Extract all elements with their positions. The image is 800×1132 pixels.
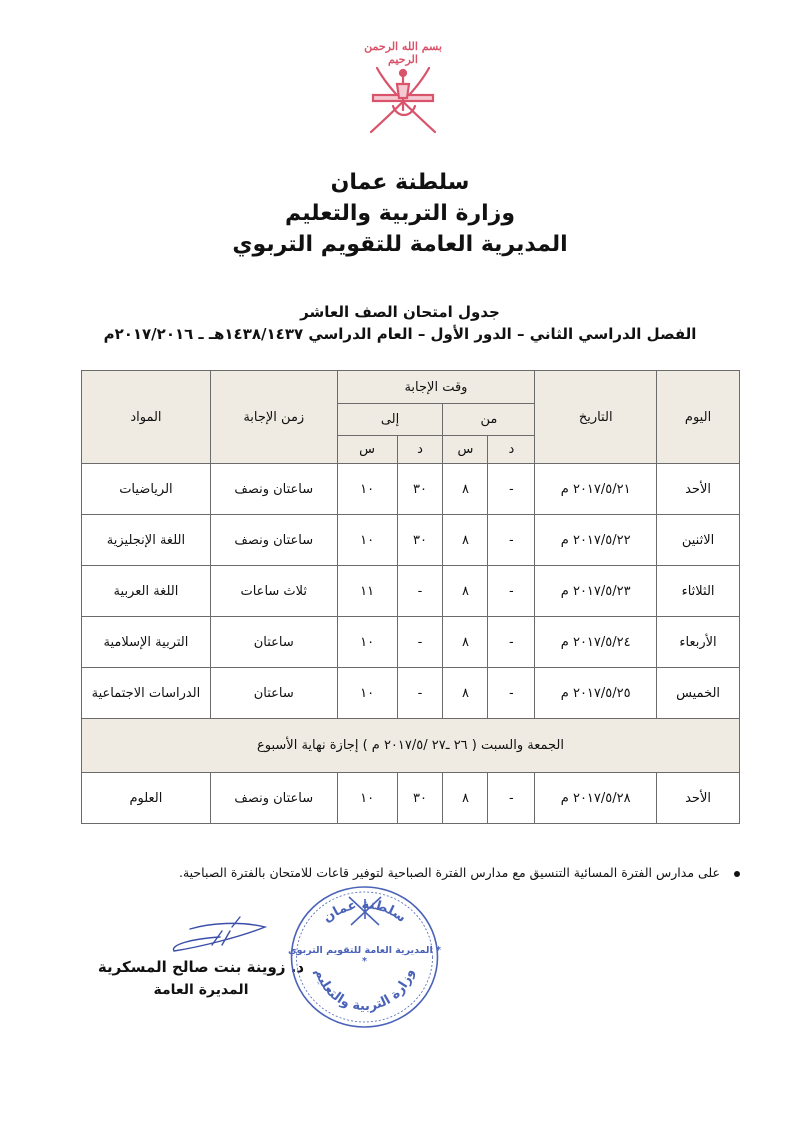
cell-duration: ساعتان ونصف (210, 773, 337, 824)
header-from-hour: س (443, 436, 488, 464)
table-row (82, 668, 740, 719)
stamp-center-text: * المديرية العامة للتقويم التربوي * (287, 945, 442, 967)
cell-from-hour: ٨ (443, 617, 488, 668)
bullet-icon (734, 871, 740, 877)
cell-from-hour: ٨ (443, 668, 488, 719)
exam-schedule-table (81, 370, 740, 824)
cell-day: الاثنين (657, 515, 740, 566)
cell-date: ٢٠١٧/٥/٢٥ م (535, 668, 657, 719)
header-directorate: المديرية العامة للتقويم التربوي (232, 232, 568, 257)
holiday-note: الجمعة والسبت ( ٢٦ ـ٢٧ /٢٠١٧/٥ م ) إجازة نهاية الأسبوع (82, 719, 740, 773)
header-to: إلى (337, 404, 443, 436)
header-from: من (443, 404, 535, 436)
cell-from-hour: ٨ (443, 515, 488, 566)
svg-text:وزارة التربية والتعليم: وزارة التربية والتعليم (311, 966, 418, 1015)
cell-to-minute: - (397, 566, 443, 617)
cell-from-minute: - (488, 773, 535, 824)
header-date: التاريخ (535, 371, 657, 464)
cell-to-hour: ١١ (337, 566, 397, 617)
cell-day: الأحد (657, 773, 740, 824)
signatory-name: د. زوينة بنت صالح المسكرية (97, 958, 305, 976)
cell-from-minute: - (488, 617, 535, 668)
cell-duration: ساعتان (210, 668, 337, 719)
cell-day: الأحد (657, 464, 740, 515)
table-row (82, 464, 740, 515)
footnote-text: على مدارس الفترة المسائية التنسيق مع مدارس الفترة الصباحية لتوفير قاعات للامتحان بالفترة الصباحية. (178, 865, 720, 880)
table-row (82, 566, 740, 617)
cell-from-minute: - (488, 464, 535, 515)
cell-to-minute: ٣٠ (397, 464, 443, 515)
table-row (82, 617, 740, 668)
cell-from-minute: - (488, 668, 535, 719)
cell-date: ٢٠١٧/٥/٢٣ م (535, 566, 657, 617)
header-from-minute: د (488, 436, 535, 464)
cell-duration: ساعتان ونصف (210, 464, 337, 515)
handwritten-signature-icon (160, 915, 270, 960)
cell-duration: ساعتان (210, 617, 337, 668)
footnote (80, 865, 740, 880)
header-subject: المواد (82, 371, 211, 464)
cell-subject: الدراسات الاجتماعية (82, 668, 211, 719)
header-to-hour: س (337, 436, 397, 464)
cell-day: الخميس (657, 668, 740, 719)
cell-subject: اللغة العربية (82, 566, 211, 617)
header-ministry: وزارة التربية والتعليم (285, 201, 515, 226)
schedule-title: جدول امتحان الصف العاشر (300, 303, 500, 321)
cell-date: ٢٠١٧/٥/٢٨ م (535, 773, 657, 824)
cell-subject: العلوم (82, 773, 211, 824)
cell-to-minute: ٣٠ (397, 773, 443, 824)
oman-emblem (355, 40, 451, 136)
header-duration: زمن الإجابة (210, 371, 337, 464)
basmala-text: بسم الله الرحمن الرحيم (364, 40, 442, 66)
table-header-row (82, 371, 740, 404)
cell-from-hour: ٨ (443, 773, 488, 824)
cell-to-hour: ١٠ (337, 668, 397, 719)
cell-date: ٢٠١٧/٥/٢٢ م (535, 515, 657, 566)
cell-from-minute: - (488, 515, 535, 566)
cell-to-hour: ١٠ (337, 515, 397, 566)
header-to-minute: د (397, 436, 443, 464)
oman-khanjar-emblem-icon (355, 40, 451, 136)
cell-duration: ساعتان ونصف (210, 515, 337, 566)
cell-to-minute: ٣٠ (397, 515, 443, 566)
cell-subject: التربية الإسلامية (82, 617, 211, 668)
cell-from-hour: ٨ (443, 566, 488, 617)
cell-to-minute: - (397, 668, 443, 719)
table-row (82, 515, 740, 566)
cell-to-hour: ١٠ (337, 773, 397, 824)
cell-date: ٢٠١٧/٥/٢٤ م (535, 617, 657, 668)
cell-from-minute: - (488, 566, 535, 617)
signatory-title: المديرة العامة (153, 982, 249, 998)
header-day: اليوم (657, 371, 740, 464)
cell-from-hour: ٨ (443, 464, 488, 515)
cell-to-hour: ١٠ (337, 464, 397, 515)
cell-day: الثلاثاء (657, 566, 740, 617)
header-answer-time: وقت الإجابة (337, 371, 535, 404)
weekend-holiday-row (82, 719, 740, 773)
cell-subject: اللغة الإنجليزية (82, 515, 211, 566)
table-row (82, 773, 740, 824)
cell-to-hour: ١٠ (337, 617, 397, 668)
official-stamp (287, 883, 442, 1031)
cell-duration: ثلاث ساعات (210, 566, 337, 617)
svg-text:سلطنة عمان: سلطنة عمان (320, 897, 409, 926)
header-sultanate: سلطنة عمان (330, 170, 470, 195)
schedule-subtitle: الفصل الدراسي الثاني – الدور الأول – العام الدراسي ١٤٣٨/١٤٣٧هـ ـ ٢٠١٧/٢٠١٦م (103, 325, 697, 343)
cell-day: الأربعاء (657, 617, 740, 668)
cell-date: ٢٠١٧/٥/٢١ م (535, 464, 657, 515)
cell-to-minute: - (397, 617, 443, 668)
cell-subject: الرياضيات (82, 464, 211, 515)
